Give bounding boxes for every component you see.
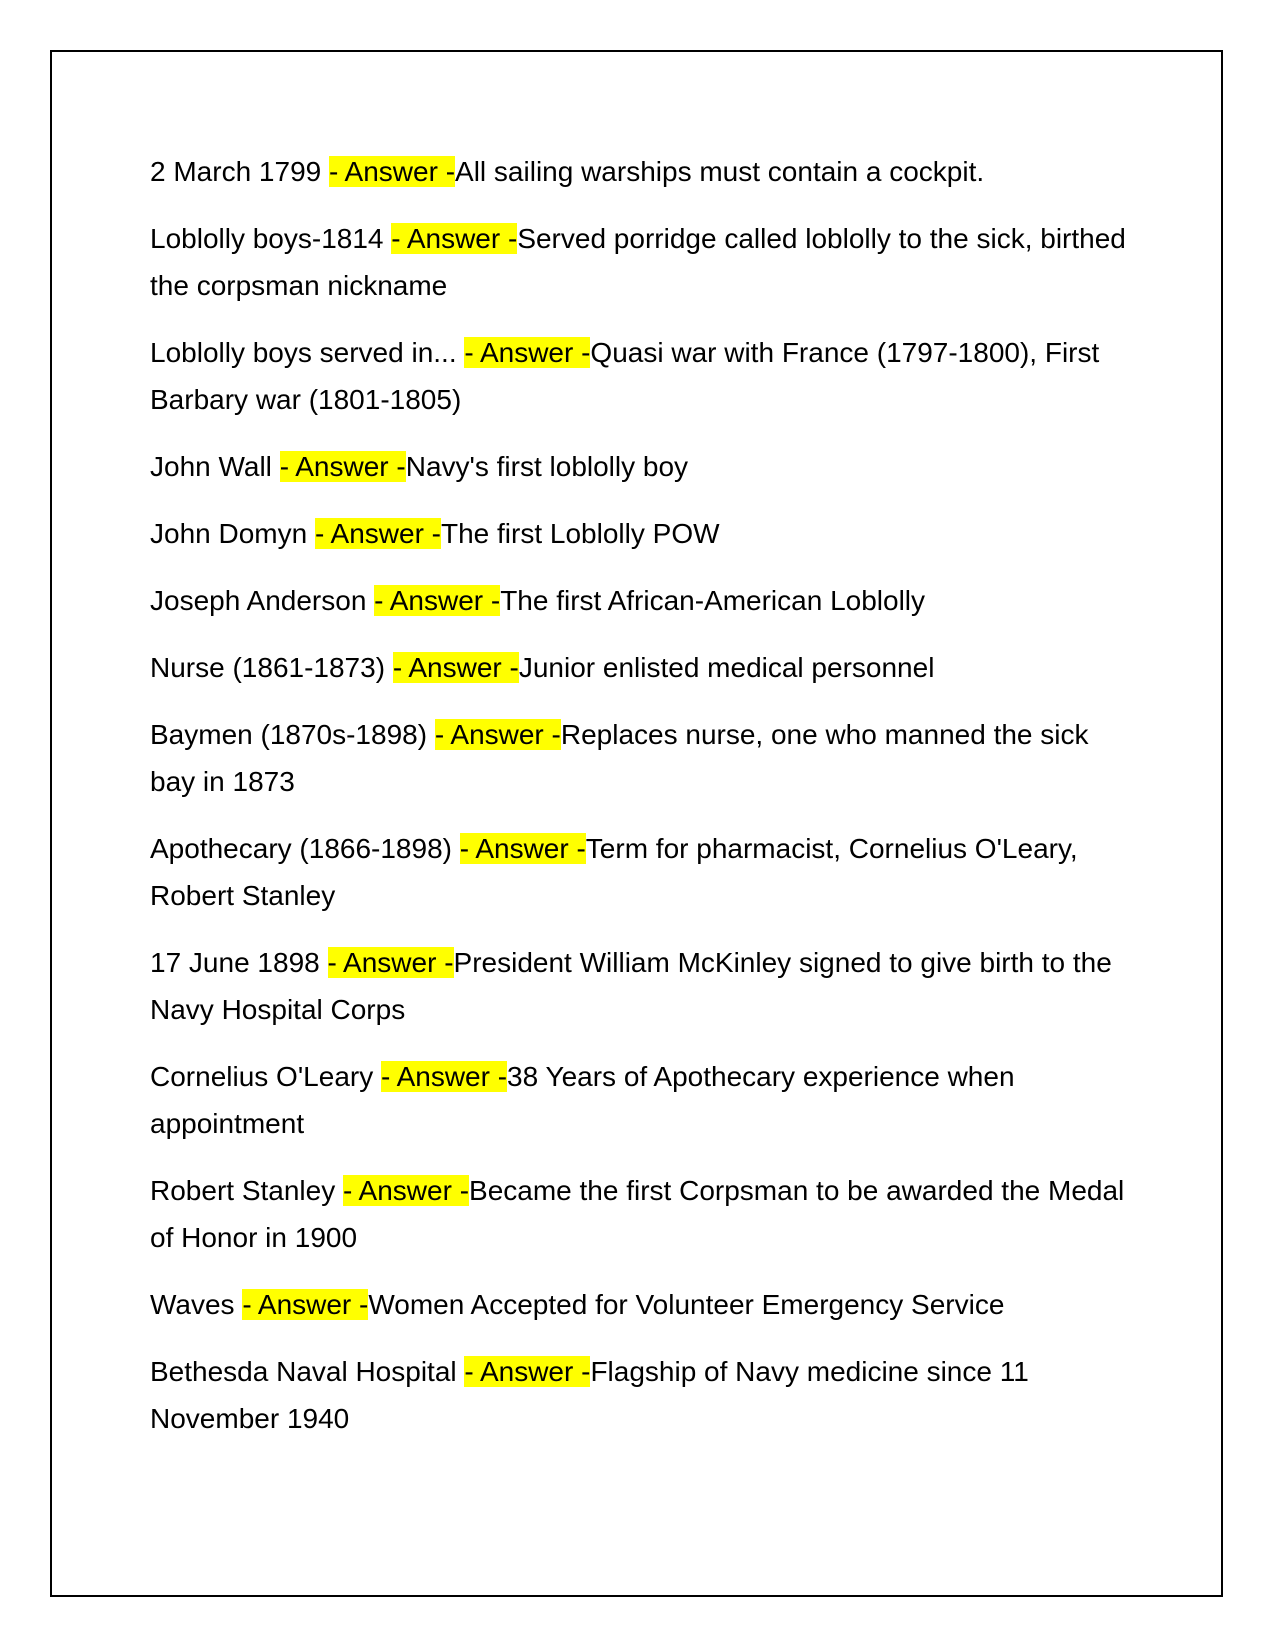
- answer-highlight: - Answer -: [343, 1175, 470, 1206]
- answer-highlight: - Answer -: [459, 833, 586, 864]
- entry-term: John Domyn: [150, 518, 308, 549]
- entry-definition: Served porridge called loblolly to the sick, birthed the corpsman nickname: [150, 223, 1126, 301]
- entry-term: 17 June 1898: [150, 947, 320, 978]
- entry-definition: The first African-American Loblolly: [500, 585, 926, 616]
- answer-highlight: - Answer -: [327, 947, 454, 978]
- list-item: [150, 443, 1130, 490]
- answer-highlight: - Answer -: [314, 518, 441, 549]
- list-item: [150, 711, 1130, 805]
- entry-definition: Term for pharmacist, Cornelius O'Leary, Robert Stanley: [150, 833, 1078, 911]
- entry-term: Robert Stanley: [150, 1175, 336, 1206]
- entry-term: Apothecary (1866-1898): [150, 833, 452, 864]
- list-item: [150, 1348, 1130, 1442]
- entry-definition: Women Accepted for Volunteer Emergency Service: [368, 1289, 1005, 1320]
- entry-term: Loblolly boys served in...: [150, 337, 457, 368]
- answer-highlight: - Answer -: [392, 652, 519, 683]
- entry-definition: Navy's first loblolly boy: [405, 451, 689, 482]
- entry-definition: 38 Years of Apothecary experience when appointment: [150, 1061, 1015, 1139]
- entry-definition: Flagship of Navy medicine since 11 November 1940: [150, 1356, 1029, 1434]
- entry-definition: President William McKinley signed to give birth to the Navy Hospital Corps: [150, 947, 1112, 1025]
- answer-highlight: - Answer -: [464, 1356, 591, 1387]
- list-item: [150, 825, 1130, 919]
- answer-highlight: - Answer -: [374, 585, 501, 616]
- answer-highlight: - Answer -: [464, 337, 591, 368]
- list-item: [150, 215, 1130, 309]
- entry-term: Nurse (1861-1873): [150, 652, 386, 683]
- list-item: [150, 148, 1130, 195]
- entry-term: 2 March 1799: [150, 156, 322, 187]
- entry-term: Bethesda Naval Hospital: [150, 1356, 457, 1387]
- entry-term: John Wall: [150, 451, 272, 482]
- list-item: [150, 577, 1130, 624]
- list-item: [150, 1281, 1130, 1328]
- answer-highlight: - Answer -: [381, 1061, 508, 1092]
- answer-highlight: - Answer -: [279, 451, 406, 482]
- entry-term: Joseph Anderson: [150, 585, 367, 616]
- list-item: [150, 1053, 1130, 1147]
- list-item: [150, 1167, 1130, 1261]
- entry-term: Baymen (1870s-1898): [150, 719, 428, 750]
- entry-definition: Replaces nurse, one who manned the sick bay in 1873: [150, 719, 1089, 797]
- answer-highlight: - Answer -: [434, 719, 561, 750]
- list-item: [150, 644, 1130, 691]
- answer-highlight: - Answer -: [242, 1289, 369, 1320]
- answer-highlight: - Answer -: [391, 223, 518, 254]
- list-item: [150, 939, 1130, 1033]
- entry-definition: Quasi war with France (1797-1800), First Barbary war (1801-1805): [150, 337, 1100, 415]
- list-item: [150, 329, 1130, 423]
- entry-definition: Became the first Corpsman to be awarded the Medal of Honor in 1900: [150, 1175, 1125, 1253]
- entry-term: Waves: [150, 1289, 235, 1320]
- entry-definition: Junior enlisted medical personnel: [518, 652, 935, 683]
- entry-definition: The first Loblolly POW: [441, 518, 720, 549]
- list-item: [150, 510, 1130, 557]
- entry-term: Cornelius O'Leary: [150, 1061, 374, 1092]
- answer-highlight: - Answer -: [329, 156, 456, 187]
- entry-term: Loblolly boys-1814: [150, 223, 384, 254]
- flashcard-list: [150, 148, 1130, 1462]
- entry-definition: All sailing warships must contain a cockpit.: [455, 156, 985, 187]
